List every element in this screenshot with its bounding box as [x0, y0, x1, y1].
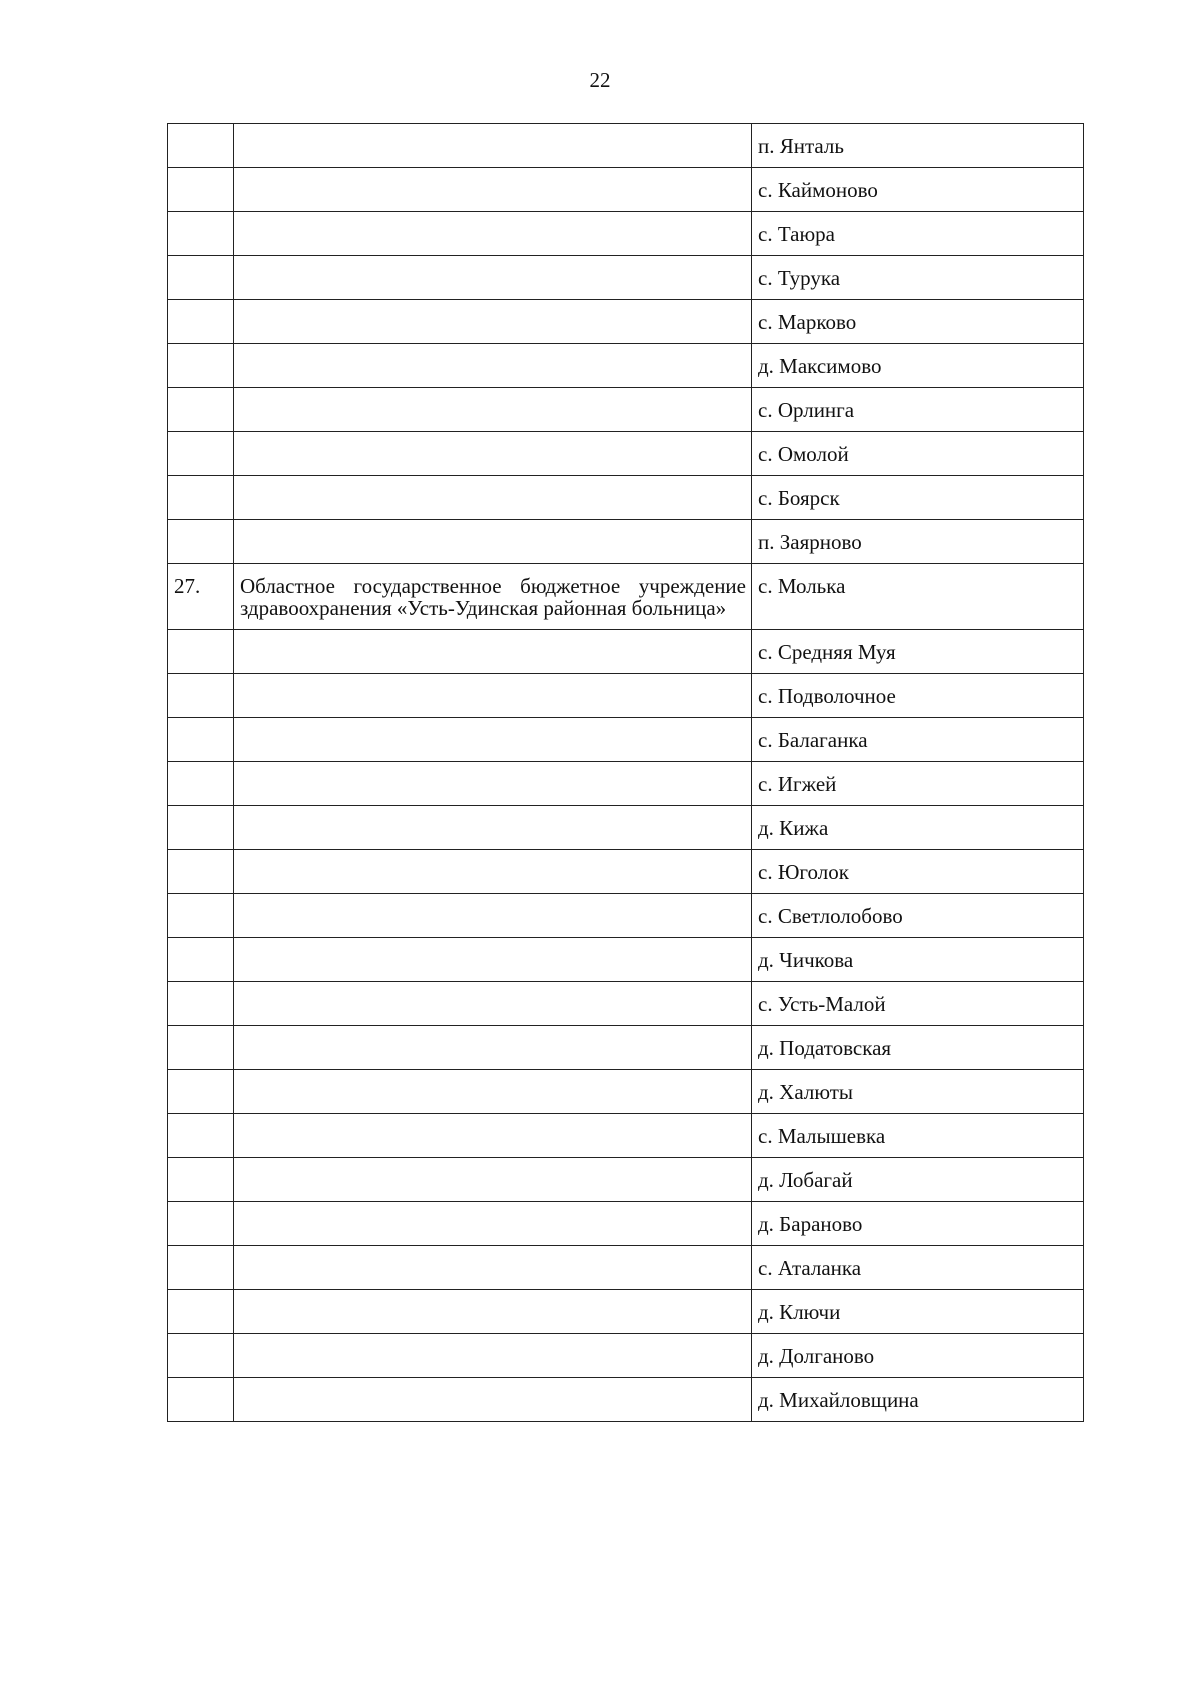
table-row — [168, 212, 1084, 256]
settlement-cell: с. Юголок — [752, 850, 1084, 894]
table-row — [168, 1334, 1084, 1378]
settlement-cell: с. Малышевка — [752, 1114, 1084, 1158]
table-row — [168, 344, 1084, 388]
row-number-cell — [168, 938, 234, 982]
organization-cell — [234, 1378, 752, 1422]
table-row — [168, 718, 1084, 762]
row-number-cell — [168, 168, 234, 212]
organization-cell — [234, 300, 752, 344]
table-row — [168, 894, 1084, 938]
row-number-cell — [168, 1202, 234, 1246]
row-number-cell — [168, 212, 234, 256]
settlement-cell: с. Турука — [752, 256, 1084, 300]
table-row — [168, 432, 1084, 476]
settlement-cell: д. Михайловщина — [752, 1378, 1084, 1422]
settlement-cell: с. Каймоново — [752, 168, 1084, 212]
organization-cell — [234, 344, 752, 388]
organization-cell — [234, 1070, 752, 1114]
organization-cell — [234, 168, 752, 212]
settlement-cell: с. Балаганка — [752, 718, 1084, 762]
table-row — [168, 1114, 1084, 1158]
organization-cell — [234, 674, 752, 718]
organization-cell — [234, 476, 752, 520]
row-number-cell — [168, 1158, 234, 1202]
table-row — [168, 520, 1084, 564]
table-body — [168, 124, 1084, 1422]
row-number-cell — [168, 300, 234, 344]
row-number-cell — [168, 520, 234, 564]
organization-cell — [234, 894, 752, 938]
row-number-cell — [168, 630, 234, 674]
settlements-table — [167, 123, 1084, 1422]
settlement-cell: с. Молька — [752, 564, 1084, 630]
settlement-cell: д. Лобагай — [752, 1158, 1084, 1202]
settlement-cell: д. Податовская — [752, 1026, 1084, 1070]
settlement-cell: д. Халюты — [752, 1070, 1084, 1114]
row-number-cell — [168, 1070, 234, 1114]
row-number-cell — [168, 850, 234, 894]
organization-cell — [234, 630, 752, 674]
row-number-cell — [168, 894, 234, 938]
settlement-cell: с. Боярск — [752, 476, 1084, 520]
settlement-cell: д. Ключи — [752, 1290, 1084, 1334]
table-row — [168, 1246, 1084, 1290]
row-number-cell — [168, 476, 234, 520]
organization-cell — [234, 718, 752, 762]
organization-cell — [234, 806, 752, 850]
table-row — [168, 1378, 1084, 1422]
settlement-cell: д. Бараново — [752, 1202, 1084, 1246]
organization-cell — [234, 762, 752, 806]
row-number-cell — [168, 388, 234, 432]
row-number-cell — [168, 1290, 234, 1334]
table-row — [168, 1158, 1084, 1202]
organization-cell — [234, 1246, 752, 1290]
settlement-cell: с. Орлинга — [752, 388, 1084, 432]
organization-cell — [234, 124, 752, 168]
settlement-cell: с. Игжей — [752, 762, 1084, 806]
table-row — [168, 850, 1084, 894]
settlement-cell: с. Таюра — [752, 212, 1084, 256]
organization-cell — [234, 520, 752, 564]
table-row — [168, 674, 1084, 718]
settlement-cell: д. Кижа — [752, 806, 1084, 850]
table-row — [168, 256, 1084, 300]
row-number-cell — [168, 674, 234, 718]
table-row — [168, 938, 1084, 982]
organization-cell — [234, 1290, 752, 1334]
table-row — [168, 806, 1084, 850]
settlement-cell: п. Заярново — [752, 520, 1084, 564]
table-row — [168, 1202, 1084, 1246]
organization-cell — [234, 938, 752, 982]
organization-cell — [234, 1202, 752, 1246]
row-number-cell — [168, 718, 234, 762]
settlement-cell: с. Подволочное — [752, 674, 1084, 718]
row-number-cell — [168, 762, 234, 806]
table-row — [168, 168, 1084, 212]
row-number-cell — [168, 1246, 234, 1290]
row-number-cell — [168, 1334, 234, 1378]
row-number-cell — [168, 432, 234, 476]
organization-cell — [234, 212, 752, 256]
organization-cell — [234, 388, 752, 432]
organization-cell — [234, 256, 752, 300]
organization-cell — [234, 1026, 752, 1070]
row-number-cell — [168, 124, 234, 168]
settlement-cell: с. Марково — [752, 300, 1084, 344]
table-row — [168, 124, 1084, 168]
settlement-cell: с. Омолой — [752, 432, 1084, 476]
row-number-cell — [168, 256, 234, 300]
settlement-cell: с. Средняя Муя — [752, 630, 1084, 674]
row-number-cell — [168, 1378, 234, 1422]
row-number-cell — [168, 1114, 234, 1158]
settlement-cell: д. Долганово — [752, 1334, 1084, 1378]
table-row — [168, 300, 1084, 344]
row-number-cell — [168, 982, 234, 1026]
row-number-cell — [168, 1026, 234, 1070]
row-number-cell: 27. — [168, 564, 234, 630]
page-number: 22 — [589, 68, 611, 92]
table-row — [168, 388, 1084, 432]
organization-cell — [234, 432, 752, 476]
row-number-cell — [168, 806, 234, 850]
settlement-cell: с. Аталанка — [752, 1246, 1084, 1290]
settlement-cell: с. Усть-Малой — [752, 982, 1084, 1026]
table-row — [168, 1026, 1084, 1070]
organization-cell: Областное государственное бюджетное учреждение здравоохранения «Усть-Удинская районная больница» — [234, 564, 752, 630]
settlement-cell: д. Чичкова — [752, 938, 1084, 982]
table-row — [168, 762, 1084, 806]
settlement-cell: п. Янталь — [752, 124, 1084, 168]
organization-cell — [234, 982, 752, 1026]
organization-cell — [234, 1334, 752, 1378]
table-row — [168, 564, 1084, 630]
table-row — [168, 1070, 1084, 1114]
organization-cell — [234, 850, 752, 894]
table-row — [168, 630, 1084, 674]
table-row — [168, 476, 1084, 520]
table-row — [168, 982, 1084, 1026]
organization-cell — [234, 1114, 752, 1158]
row-number-cell — [168, 344, 234, 388]
settlement-cell: с. Светлолобово — [752, 894, 1084, 938]
table-row — [168, 1290, 1084, 1334]
organization-cell — [234, 1158, 752, 1202]
settlement-cell: д. Максимово — [752, 344, 1084, 388]
